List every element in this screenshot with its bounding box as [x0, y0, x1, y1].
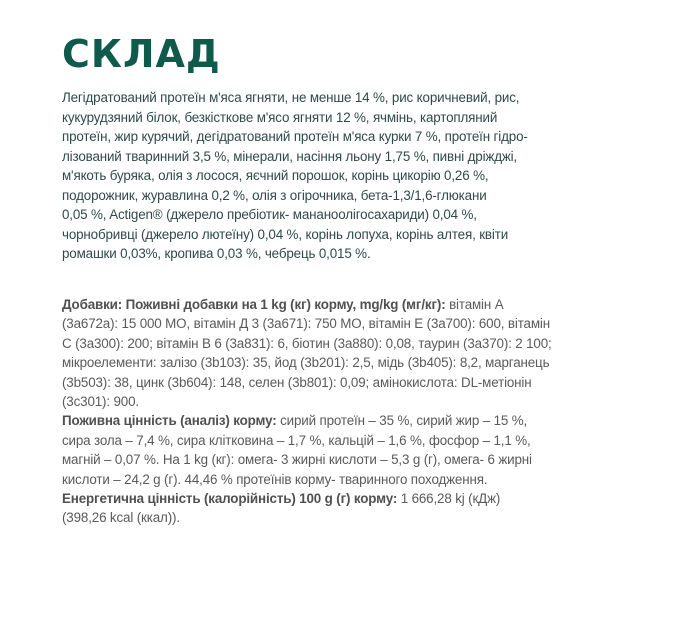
- energy-line: (398,26 kcal (ккал)).: [62, 510, 180, 526]
- composition-line: чорнобривці (джерело лютеїну) 0,04 %, корінь лопуха, корінь алтея, квіти: [62, 226, 509, 242]
- additives-heading: Добавки: Поживні добавки на 1 kg (кг) корму, mg/kg (мг/кг):: [62, 297, 446, 312]
- additives-paragraph: [62, 295, 632, 528]
- nutrition-line: магній – 0,07 %. На 1 kg (кг): омега- 3 жирні кислоти – 5,3 g (г), омега- 6 жирні: [62, 452, 532, 468]
- energy-text: 1 666,28 kj (кДж): [397, 490, 501, 506]
- additives-line: [62, 295, 632, 314]
- composition-line: лізований тваринний 3,5 %, мінерали, насіння льону 1,75 %, пивні дріжджі,: [62, 148, 518, 164]
- energy-heading: Енергетична цінність (калорійність) 100 g (г) корму:: [62, 490, 398, 506]
- nutrition-text: сирий протеїн – 35 %, сирий жир – 15 %,: [276, 413, 528, 429]
- nutrition-line: кислоти – 24,2 g (г). 44,46 % протеїнів корму- тваринного походження.: [62, 471, 488, 487]
- nutrition-line: сира зола – 7,4 %, сира клітковина – 1,7 %, кальцій – 1,6 %, фосфор – 1,1 %,: [62, 432, 531, 448]
- additives-line: (3a672a): 15 000 МО, вітамін Д 3 (3a671): 750 МО, вітамін Е (3a700): 600, вітамін: [62, 316, 550, 332]
- composition-line: 0,05 %, Actigen® (джерело пребіотик- мананоолігосахариди) 0,04 %,: [62, 207, 477, 222]
- composition-line: подорожник, журавлина 0,2 %, олія з огірочника, бета-1,3/1,6-глюкани: [62, 187, 487, 203]
- composition-paragraph: [62, 88, 632, 264]
- composition-line: кукурудзяний білок, безкісткове м'ясо ягняти 12 %, ячмінь, картопляний: [62, 109, 498, 125]
- additives-line: (3b503): 38, цинк (3b604): 148, селен (3b801): 0,09; амінокислота: DL-метіонін: [62, 374, 532, 390]
- composition-line: ромашки 0,03%, кропива 0,03 %, чебрець 0,015 %.: [62, 246, 371, 261]
- energy-line: [62, 489, 632, 508]
- additives-line: мікроелементи: залізо (3b103): 35, йод (3b201): 2,5, мідь (3b405): 8,2, марганець: [62, 355, 550, 371]
- page-title: СКЛАД: [62, 32, 221, 76]
- nutrition-heading: Поживна цінність (аналіз) корму:: [62, 413, 277, 429]
- composition-line: протеїн, жир курячий, дегідратований протеїн м'яса курки 7 %, протеїн гідро-: [62, 129, 528, 144]
- additives-line: (3c301): 900.: [62, 393, 139, 409]
- composition-line: м'якоть буряка, олія з лосося, яєчний порошок, корінь цикорію 0,26 %,: [62, 168, 489, 183]
- nutrition-line: [62, 411, 632, 430]
- additives-text: вітамін А: [445, 297, 504, 312]
- additives-line: С (3a300): 200; вітамін В 6 (3a831): 6, біотин (3a880): 0,08, таурин (3a370): 2 100;: [62, 335, 552, 351]
- composition-line: Легідратований протеїн м'яса ягняти, не менше 14 %, рис коричневий, рис,: [62, 90, 520, 105]
